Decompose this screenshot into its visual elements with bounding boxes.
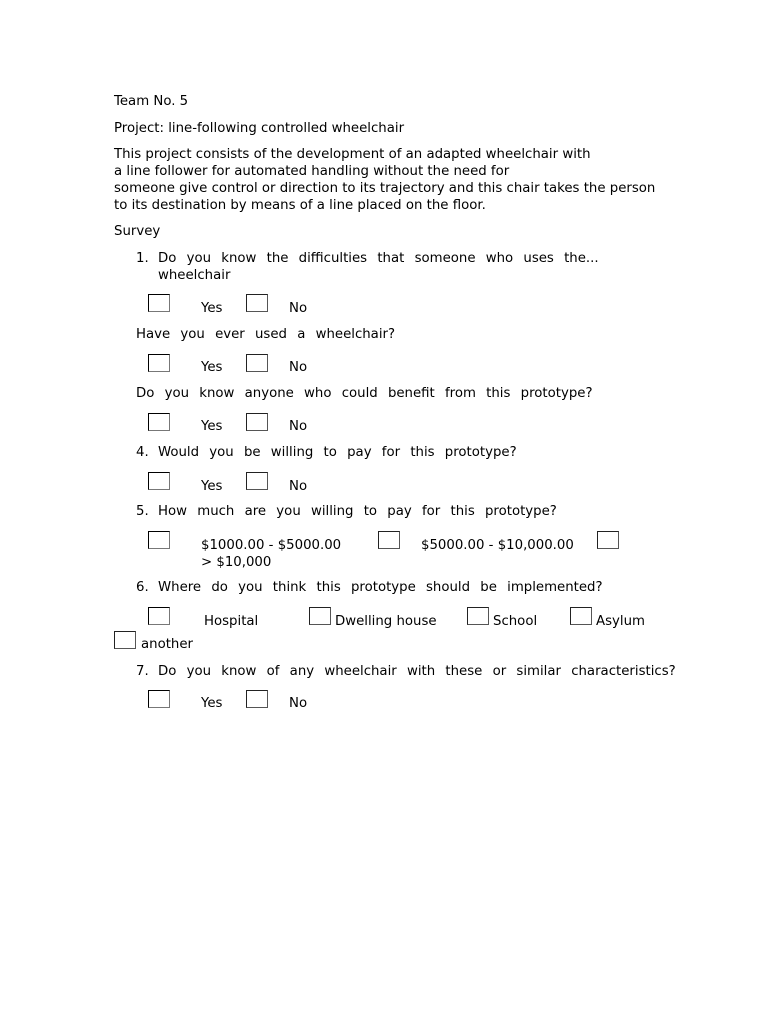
question-text: Have you ever used a wheelchair? bbox=[136, 327, 396, 342]
checkbox-yes[interactable] bbox=[148, 472, 170, 490]
question-text: Do you know anyone who could benefit from this prototype? bbox=[136, 386, 593, 401]
question-text: Do you know of any wheelchair with these or similar characteristics? bbox=[158, 664, 676, 679]
checkbox-yes[interactable] bbox=[148, 690, 170, 708]
checkbox-1000-5000[interactable] bbox=[148, 531, 170, 549]
option-label-no: No bbox=[289, 419, 308, 434]
option-label-yes: Yes bbox=[201, 696, 223, 711]
checkbox-no[interactable] bbox=[246, 690, 268, 708]
question-number: 7. bbox=[136, 664, 149, 679]
checkbox-yes[interactable] bbox=[148, 294, 170, 312]
option-label-no: No bbox=[289, 479, 308, 494]
question-text: Do you know the difficulties that someone who uses the... bbox=[158, 251, 599, 266]
project-title: Project: line-following controlled wheelchair bbox=[114, 121, 405, 136]
question-text: Would you be willing to pay for this prototype? bbox=[158, 445, 517, 460]
description-line: a line follower for automated handling without the need for bbox=[114, 164, 510, 179]
option-label-over-10000: > $10,000 bbox=[201, 555, 272, 570]
question-text-continued: wheelchair bbox=[158, 268, 231, 283]
option-label-yes: Yes bbox=[201, 479, 223, 494]
checkbox-another[interactable] bbox=[114, 631, 136, 649]
question-number: 1. bbox=[136, 251, 149, 266]
option-label-5000-10000: $5000.00 - $10,000.00 bbox=[421, 538, 574, 553]
option-label-no: No bbox=[289, 301, 308, 316]
option-label-1000-5000: $1000.00 - $5000.00 bbox=[201, 538, 342, 553]
option-label-hospital: Hospital bbox=[204, 614, 259, 629]
option-label-no: No bbox=[289, 696, 308, 711]
option-label-yes: Yes bbox=[201, 301, 223, 316]
question-number: 5. bbox=[136, 504, 149, 519]
option-label-school: School bbox=[493, 614, 538, 629]
team-number: Team No. 5 bbox=[114, 94, 189, 109]
option-label-asylum: Asylum bbox=[596, 614, 645, 629]
option-label-yes: Yes bbox=[201, 419, 223, 434]
checkbox-no[interactable] bbox=[246, 354, 268, 372]
checkbox-dwelling-house[interactable] bbox=[309, 607, 331, 625]
description-line: to its destination by means of a line placed on the floor. bbox=[114, 198, 486, 213]
checkbox-over-10000[interactable] bbox=[597, 531, 619, 549]
option-label-another: another bbox=[141, 637, 193, 652]
survey-heading: Survey bbox=[114, 224, 161, 239]
checkbox-hospital[interactable] bbox=[148, 607, 170, 625]
description-line: someone give control or direction to its trajectory and this chair takes the person bbox=[114, 181, 656, 196]
checkbox-yes[interactable] bbox=[148, 413, 170, 431]
question-number: 6. bbox=[136, 580, 149, 595]
checkbox-no[interactable] bbox=[246, 294, 268, 312]
question-number: 4. bbox=[136, 445, 149, 460]
option-label-yes: Yes bbox=[201, 360, 223, 375]
question-text: How much are you willing to pay for this prototype? bbox=[158, 504, 557, 519]
checkbox-no[interactable] bbox=[246, 472, 268, 490]
checkbox-yes[interactable] bbox=[148, 354, 170, 372]
description-line: This project consists of the development of an adapted wheelchair with bbox=[114, 147, 591, 162]
question-text: Where do you think this prototype should be implemented? bbox=[158, 580, 603, 595]
option-label-no: No bbox=[289, 360, 308, 375]
option-label-dwelling-house: Dwelling house bbox=[335, 614, 437, 629]
checkbox-school[interactable] bbox=[467, 607, 489, 625]
checkbox-no[interactable] bbox=[246, 413, 268, 431]
checkbox-5000-10000[interactable] bbox=[378, 531, 400, 549]
checkbox-asylum[interactable] bbox=[570, 607, 592, 625]
